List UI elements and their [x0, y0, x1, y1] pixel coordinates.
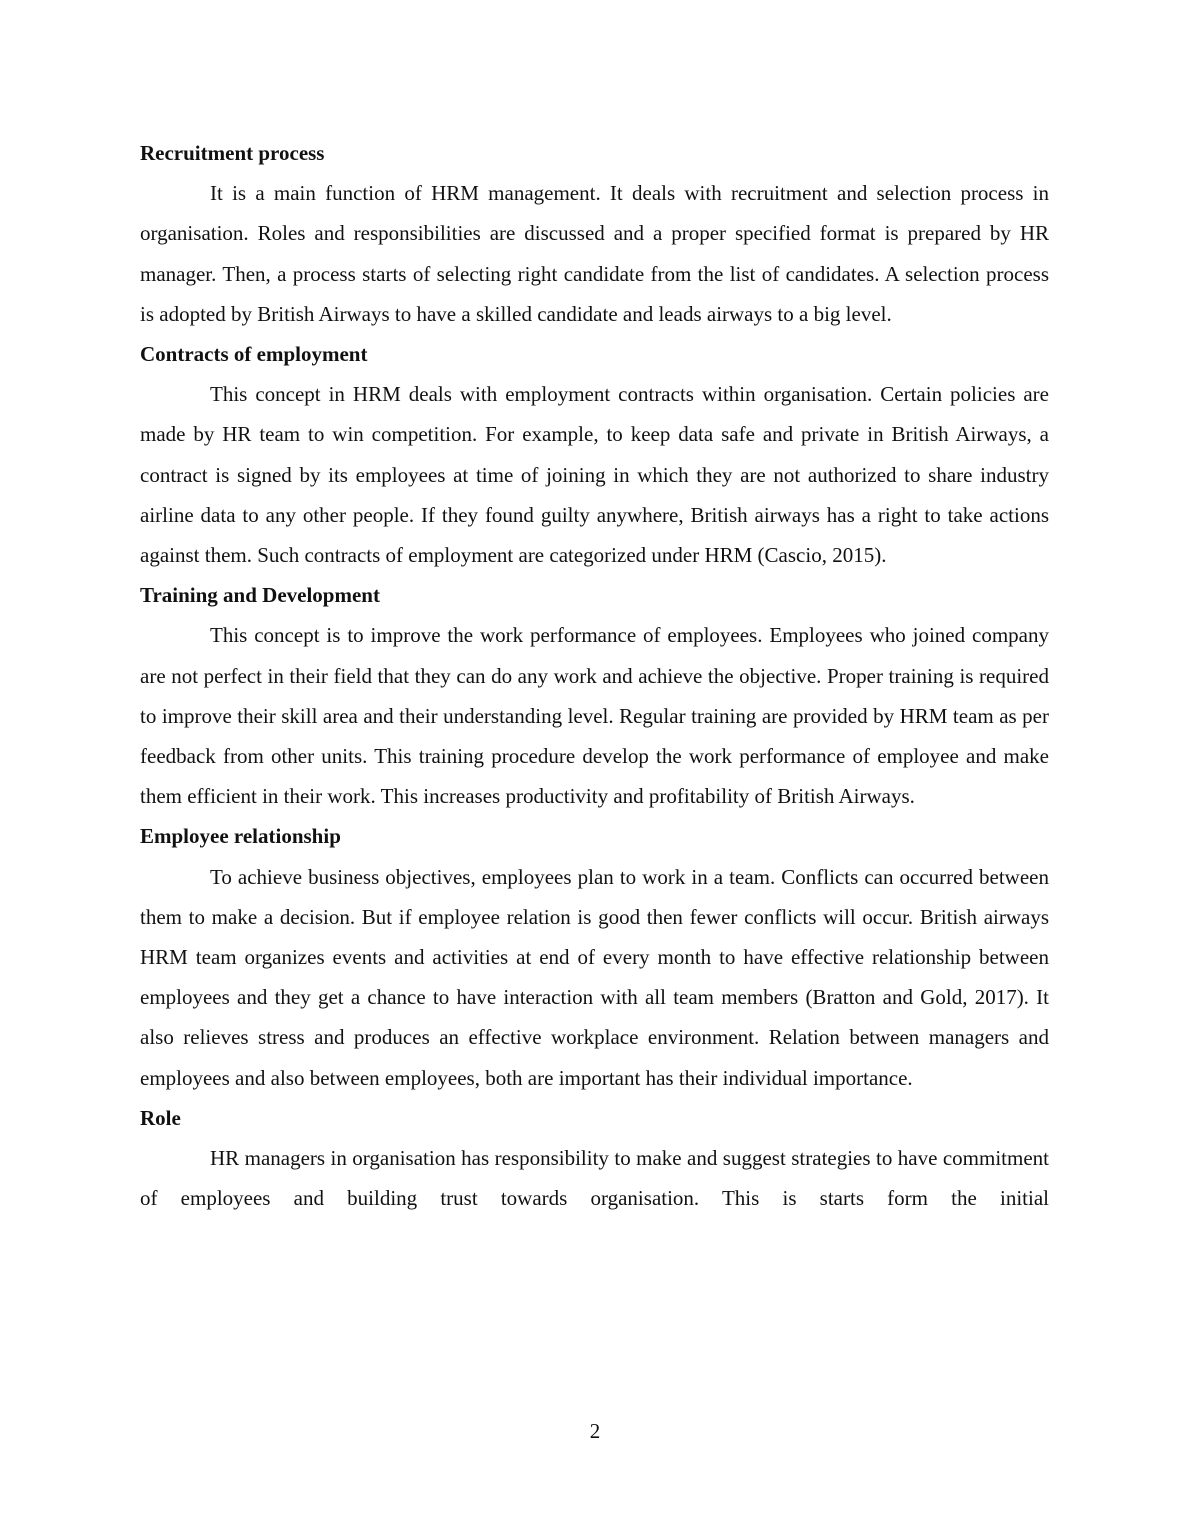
- section-body-training: This concept is to improve the work performance of employees. Employees who joined company are not perfect in their field that they can do any work and achieve the objective. Proper training is required to improve their skill area and their understanding level. Regular training are provided by HRM team as per feedback from other units. This training procedure develop the work performance of employee and make them efficient in their work. This increases productivity and profitability of British Airways.: [140, 623, 1049, 809]
- section-body-recruitment: It is a main function of HRM management. It deals with recruitment and selection process in organisation. Roles and responsibilities are discussed and a proper specified format is prepared by HR manager. Then, a process starts of selecting right candidate from the list of candidates. A selection process is adopted by British Airways to have a skilled candidate and leads airways to a big level.: [140, 181, 1049, 326]
- section-body-contracts: This concept in HRM deals with employment contracts within organisation. Certain policies are made by HR team to win competition. For example, to keep data safe and private in British Airways, a contract is signed by its employees at time of joining in which they are not authorized to share industry airline data to any other people. If they found guilty anywhere, British airways has a right to take actions against them. Such contracts of employment are categorized under HRM (Cascio, 2015).: [140, 382, 1049, 568]
- section-heading-employee-relationship: Employee relationship: [140, 824, 341, 849]
- section-heading-contracts: Contracts of employment: [140, 342, 368, 367]
- section-heading-recruitment: Recruitment process: [140, 141, 325, 165]
- section-heading-training: Training and Development: [140, 583, 380, 608]
- section-body-employee-relationship: To achieve business objectives, employees plan to work in a team. Conflicts can occurred between them to make a decision. But if employee relation is good then fewer conflicts will occur. British airways HRM team organizes events and activities at end of every month to have effective relationship between employees and they get a chance to have interaction with all team members (Bratton and Gold, 2017). It also relieves stress and produces an effective workplace environment. Relation between managers and employees and also between employees, both are important has their individual importance.: [140, 864, 1049, 1090]
- page-content: [140, 133, 1049, 1218]
- section-body-role: HR managers in organisation has responsibility to make and suggest strategies to have commitment of employees and building trust towards organisation. This is starts form the initial: [140, 1146, 1049, 1211]
- section-heading-role: Role: [140, 1105, 181, 1130]
- page-number: 2: [589, 1419, 601, 1443]
